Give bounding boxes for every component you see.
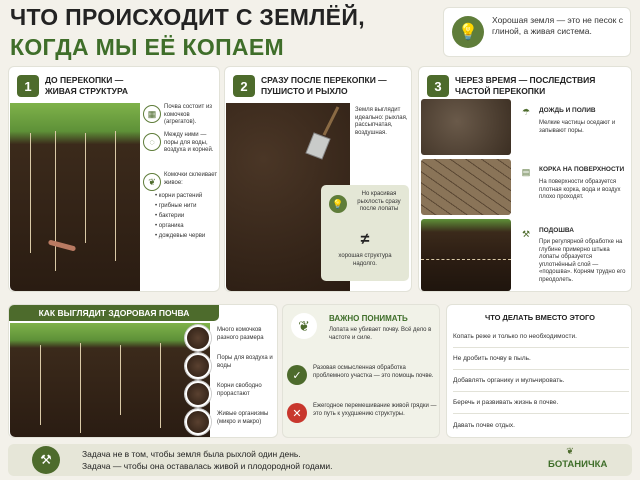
healthy-title: КАК ВЫГЛЯДИТ ЗДОРОВАЯ ПОЧВА (9, 305, 219, 321)
healthy-item: Много комочков разного размера (217, 327, 264, 341)
sprout-icon: ❦ (291, 313, 317, 339)
healthy-item: Корни свободно прорастают (217, 383, 262, 397)
important-bad: Ежегодное перемешивание живой грядки — это путь к ухудшению структуры. (313, 403, 437, 417)
healthy-item: Поры для воздуха и воды (217, 355, 273, 369)
hardpan-image (421, 219, 511, 291)
logo-leaf-icon: ❦ (566, 446, 574, 456)
important-good: Разовая осмысленная обработка проблемного участка — это помощь почве. (313, 365, 434, 379)
important-panel (282, 304, 440, 438)
list-item: Копать реже и только по необходимости. (453, 326, 629, 348)
item-text: При регулярной обработке на глубине примерно штыка лопаты образуется уплотнённый слой — «подошва». Корням трудно его преодолеть. (539, 239, 626, 283)
list-item: Беречь и развивать жизнь в почве. (453, 392, 629, 414)
aggregates-circle (185, 325, 211, 351)
step-number: 1 (17, 75, 39, 97)
section-consequences (418, 66, 632, 292)
info-box (443, 7, 631, 57)
item-text: Мелкие частицы оседают и запывают поры. (539, 120, 616, 134)
important-text: Лопата не убивает почву. Всё дело в частоте и силе. (329, 327, 432, 341)
step-number: 3 (427, 75, 449, 97)
shovel-icon (296, 105, 346, 165)
list-item: • бактерии (155, 211, 219, 221)
list-item: • дождевые черви (155, 231, 219, 241)
rain-icon: ☂ (517, 103, 535, 121)
item-title: ПОДОШВА (539, 227, 574, 234)
soil-image (10, 103, 140, 291)
brand-logo: БОТАНИЧКА (548, 459, 608, 470)
healthy-soil-panel (8, 304, 278, 438)
rain-soil-image (421, 99, 511, 155)
list-item: • корни растений (155, 191, 219, 201)
healthy-soil-image (10, 323, 210, 437)
section-before (8, 66, 220, 292)
point-2: Между ними — поры для воды, воздуха и корней. (164, 132, 214, 153)
lightbulb-icon: 💡 (329, 195, 347, 213)
note-box (321, 185, 409, 281)
pores-icon: ◌ (143, 133, 161, 151)
item-text: На поверхности образуется плотная корка, вода и воздух плохо проходят. (539, 179, 621, 200)
leaf-icon: ❦ (143, 173, 161, 191)
title-line2: КОГДА МЫ ЕЁ КОПАЕМ (10, 34, 284, 60)
not-equal-sign: ≠ (360, 231, 370, 248)
note-top: Но красивая рыхлость сразу после лопаты (357, 191, 401, 212)
crust-icon: ▤ (517, 163, 535, 181)
important-title: ВАЖНО ПОНИМАТЬ (329, 314, 408, 323)
footer (8, 444, 632, 476)
point-1: Почва состоит из комочков (агрегатов). (164, 104, 213, 125)
worm-icon (48, 239, 76, 251)
footer-line2: Задача — чтобы она оставалась живой и плодородной годами. (82, 461, 333, 471)
footer-line1: Задача не в том, чтобы земля была рыхлой один день. (82, 449, 301, 459)
check-icon: ✓ (287, 365, 307, 385)
list-item: • грибные нити (155, 201, 219, 211)
instead-title: ЧТО ДЕЛАТЬ ВМЕСТО ЭТОГО (484, 313, 596, 322)
step-number: 2 (233, 75, 255, 97)
item-title: КОРКА НА ПОВЕРХНОСТИ (539, 166, 625, 173)
shovel-small-icon: ⚒ (517, 225, 535, 243)
cross-icon: ✕ (287, 403, 307, 423)
point-3: Комочки склеивает живое: (164, 172, 218, 186)
healthy-item: Живые организмы (микро и макро) (217, 411, 269, 425)
crust-image (421, 159, 511, 215)
list-item: Давать почве отдых. (453, 421, 515, 429)
roots-circle (185, 381, 211, 407)
lightbulb-icon: 💡 (452, 16, 484, 48)
info-text: Хорошая земля — это не песок с глиной, а живая система. (492, 15, 623, 36)
note-bottom: хорошая структура надолго. (338, 253, 392, 267)
organisms-circle (185, 409, 211, 435)
pores-circle (185, 353, 211, 379)
list-item: Не дробить почву в пыль. (453, 348, 629, 370)
list-item: Добавлять органику и мульчировать. (453, 370, 629, 392)
section-title: ДО ПЕРЕКОПКИ — ЖИВАЯ СТРУКТУРА (45, 75, 129, 96)
section-title: СРАЗУ ПОСЛЕ ПЕРЕКОПКИ — ПУШИСТО И РЫХЛО (261, 75, 387, 96)
cubes-icon: ▦ (143, 105, 161, 123)
list-item: • органика (155, 221, 219, 231)
bullet-list (155, 191, 219, 241)
shovel-icon: ⚒ (32, 446, 60, 474)
item-title: ДОЖДЬ И ПОЛИВ (539, 107, 596, 114)
section-after-digging (224, 66, 412, 292)
after-desc: Земля выглядит идеально: рыхлая, рассыпчатая, воздушная. (355, 107, 408, 136)
title-line1: ЧТО ПРОИСХОДИТ С ЗЕМЛЁЙ, (10, 4, 365, 30)
section-title: ЧЕРЕЗ ВРЕМЯ — ПОСЛЕДСТВИЯ ЧАСТОЙ ПЕРЕКОПКИ (455, 75, 596, 96)
